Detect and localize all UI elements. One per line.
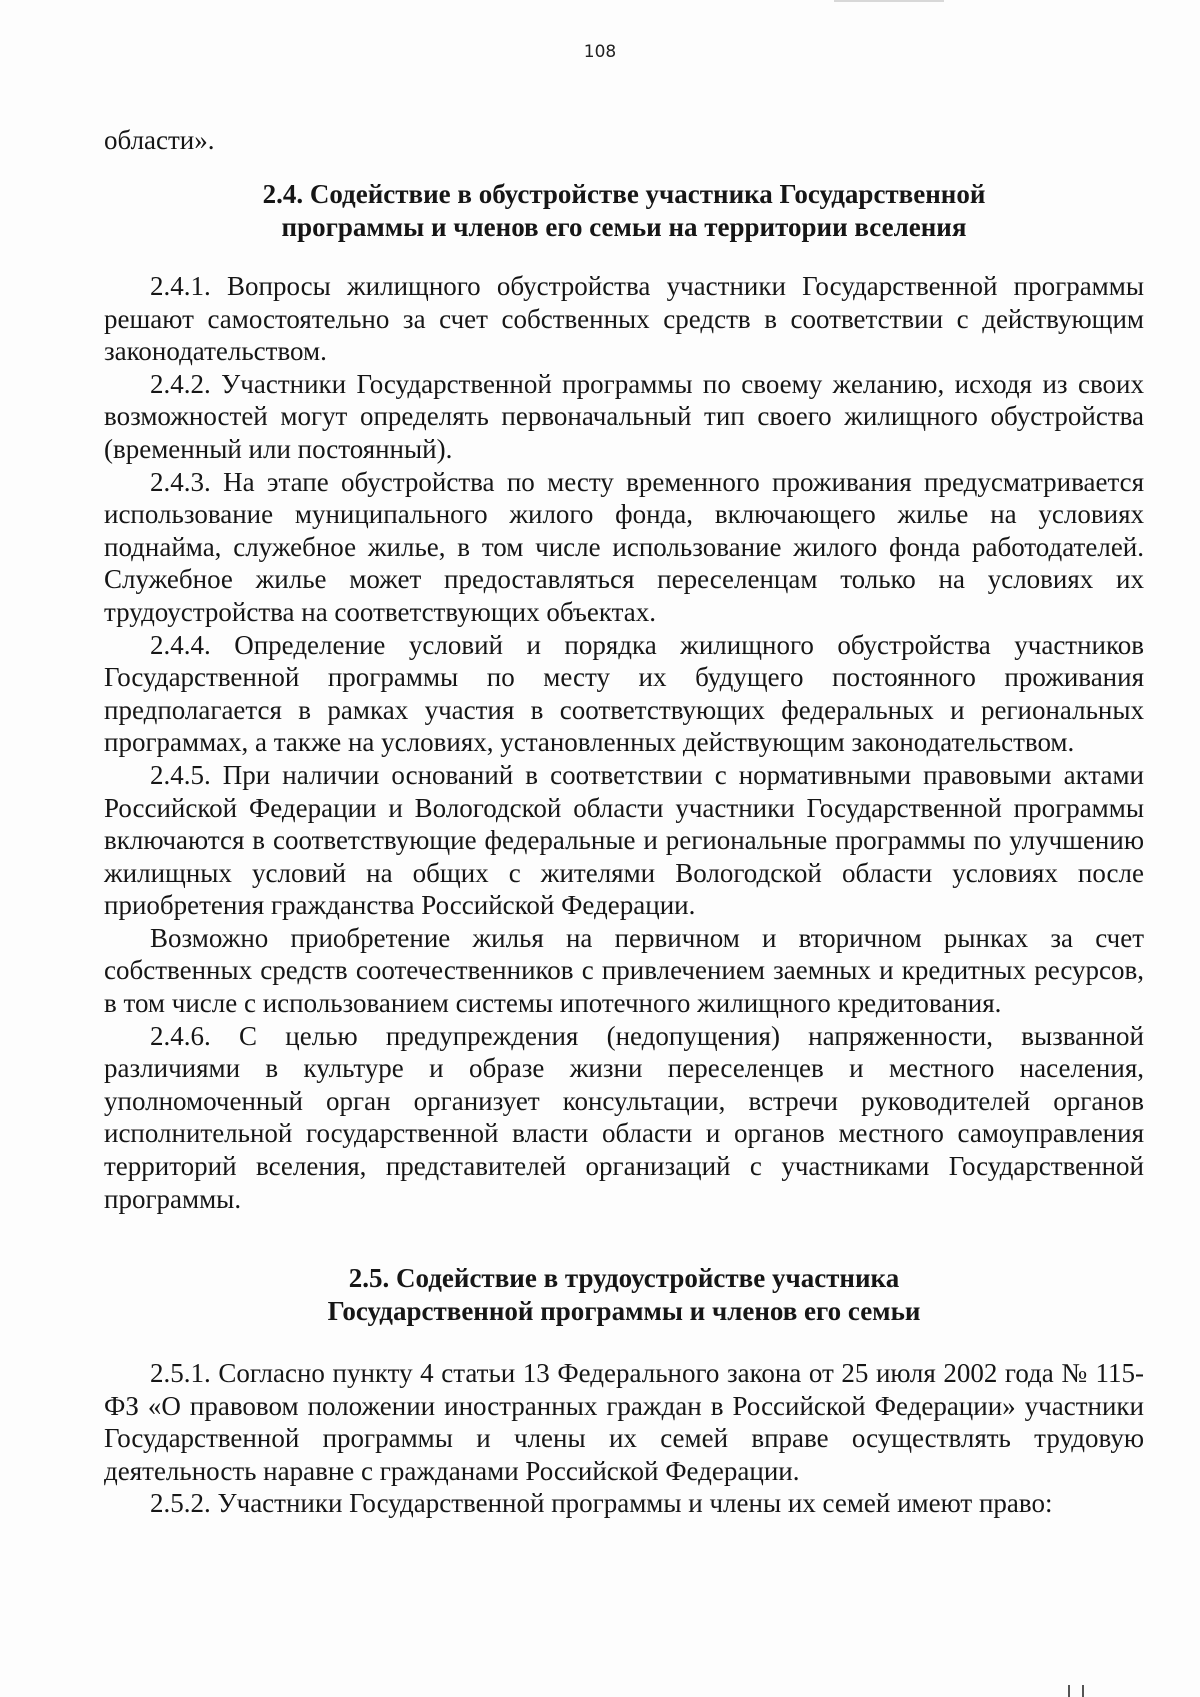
section-2-4-body: [104, 270, 1144, 1215]
section-2-5-body: [104, 1357, 1144, 1520]
section-heading-line: 2.5. Содействие в трудоустройстве участника: [348, 1263, 900, 1293]
scan-corner-artifact: [1068, 1685, 1090, 1697]
paragraph-2-4-6: 2.4.6. С целью предупреждения (недопущения) напряженности, вызванной различиями в культуре и образе жизни переселенцев и местного населения, уполномоченный орган организует консультации, встречи руководителей органов исполнительной государственной власти области и органов местного самоуправления территорий вселения, представителей организаций с участниками Государственной программы.: [104, 1020, 1144, 1214]
continuation-line: области».: [104, 125, 215, 155]
page-number: 108: [583, 42, 617, 62]
paragraph-2-4-5-continued: Возможно приобретение жилья на первичном и вторичном рынках за счет собственных средств соотечественников с привлечением заемных и кредитных ресурсов, в том числе с использованием системы ипотечного жилищного кредитования.: [104, 922, 1144, 1019]
paragraph-2-4-5: 2.4.5. При наличии оснований в соответствии с нормативными правовыми актами Российской Федерации и Вологодской области участники Государственной программы включаются в соответствующие федеральные и региональные программы по улучшению жилищных условий на общих с жителями Вологодской области условиях после приобретения гражданства Российской Федерации.: [104, 759, 1144, 921]
section-heading-line: программы и членов его семьи на территории вселения: [281, 212, 967, 242]
paragraph-2-5-1: 2.5.1. Согласно пункту 4 статьи 13 Федерального закона от 25 июля 2002 года № 115-ФЗ «О правовом положении иностранных граждан в Российской Федерации» участники Государственной программы и члены их семей вправе осуществлять трудовую деятельность наравне с гражданами Российской Федерации.: [104, 1358, 1144, 1486]
paragraph-2-4-2: 2.4.2. Участники Государственной программы по своему желанию, исходя из своих возможностей могут определять первоначальный тип своего жилищного обустройства (временный или постоянный).: [104, 368, 1144, 464]
section-heading-2-4: [104, 178, 1144, 244]
paragraph-2-5-2: 2.5.2. Участники Государственной программы и члены их семей имеют право:: [150, 1488, 1053, 1519]
paragraph-2-4-1: 2.4.1. Вопросы жилищного обустройства участники Государственной программы решают самостоятельно за счет собственных средств в соответствии с действующим законодательством.: [104, 271, 1144, 367]
section-heading-2-5: [104, 1262, 1144, 1328]
scan-artifact: [834, 0, 944, 2]
section-heading-line: Государственной программы и членов его семьи: [327, 1296, 921, 1326]
paragraph-2-4-3: 2.4.3. На этапе обустройства по месту временного проживания предусматривается использование муниципального жилого фонда, включающего жилье на условиях поднайма, служебное жилье, в том числе использование жилого фонда работодателей. Служебное жилье может предоставляться переселенцам только на условиях их трудоустройства на соответствующих объектах.: [104, 466, 1144, 627]
continuation-text-block: [104, 124, 1144, 157]
paragraph-2-4-4: 2.4.4. Определение условий и порядка жилищного обустройства участников Государственной программы по месту их будущего постоянного проживания предполагается в рамках участия в соответствующих федеральных и региональных программах, а также на условиях, установленных действующим законодательством.: [104, 629, 1144, 758]
section-heading-line: 2.4. Содействие в обустройстве участника Государственной: [262, 179, 986, 209]
